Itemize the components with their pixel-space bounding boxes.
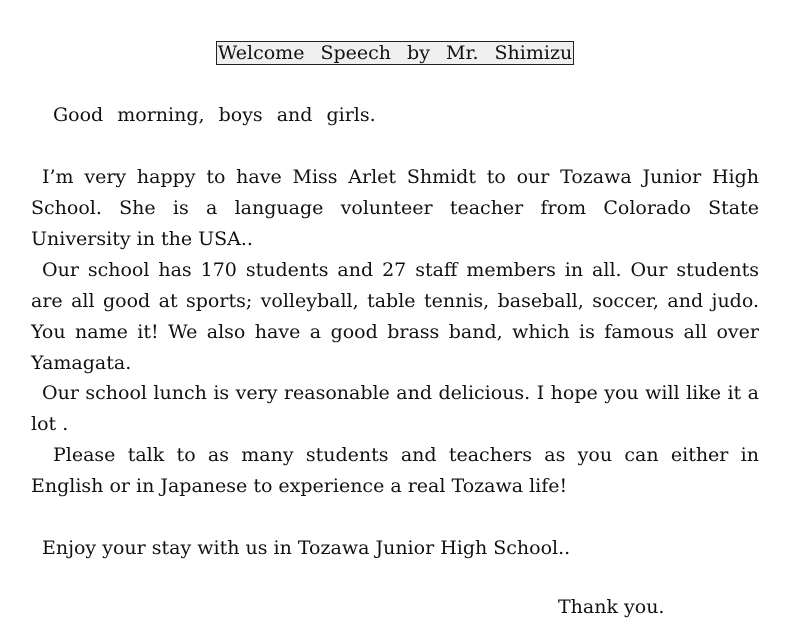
document-page xyxy=(31,0,759,643)
paragraph-school-info: Our school has 170 students and 27 staff members in all. Our students are all good at sports; volleyball, table tennis, baseball, soccer, and judo. You name it! We also have a good brass band, which is famous all over Yamagata. xyxy=(31,259,759,374)
closing-line: Thank you. xyxy=(558,596,665,618)
speech-title: Welcome Speech by Mr. Shimizu xyxy=(217,42,573,64)
title-container xyxy=(31,41,759,65)
paragraph-talk: Please talk to as many students and teachers as you can either in English or in Japanese to experience a real Tozawa life! xyxy=(31,444,759,497)
paragraph-enjoy: Enjoy your stay with us in Tozawa Junior High School.. xyxy=(42,537,571,559)
paragraph-lunch: Our school lunch is very reasonable and delicious. I hope you will like it a lot . xyxy=(31,382,759,435)
greeting-line: Good morning, boys and girls. xyxy=(53,104,376,126)
paragraph-intro: I’m very happy to have Miss Arlet Shmidt to our Tozawa Junior High School. She is a language volunteer teacher from Colorado State University in the USA.. xyxy=(31,166,759,250)
